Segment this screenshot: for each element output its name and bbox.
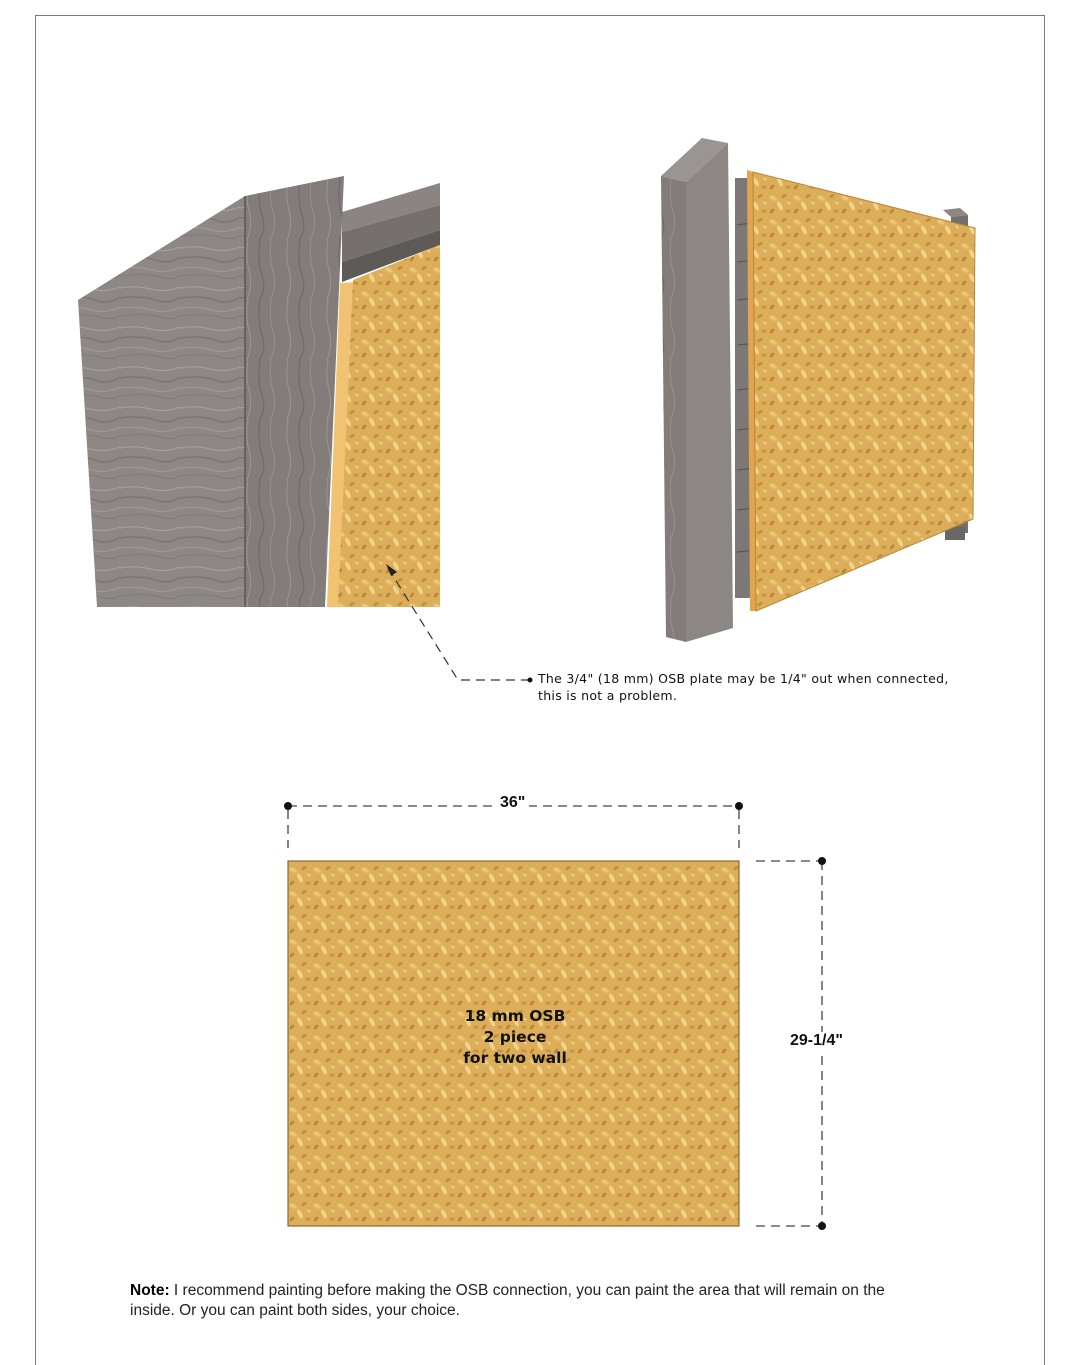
assembly-illustration [661,138,975,642]
dimension-endpoint-icon [735,802,743,810]
post-front-face [78,196,245,607]
panel-label-line-2: 2 piece [483,1028,547,1046]
note-text: I recommend painting before making the OSB connection, you can paint the area that will remain on the inside. Or you can paint both sides, your choice. [130,1282,885,1319]
post-right-face [686,143,733,642]
panel-label [415,1006,615,1069]
note [130,1281,930,1321]
bullet-icon [528,678,533,683]
callout-line-2: this is not a problem. [538,688,678,703]
height-dimension-label: 29-1/4" [786,1032,847,1050]
dimension-endpoint-icon [284,802,292,810]
closeup-illustration [78,176,533,683]
width-dimension-label: 36" [496,794,529,812]
callout-text [538,670,1008,704]
osb-panel-assembly [753,172,975,611]
callout-line-1: The 3/4" (18 mm) OSB plate may be 1/4" out when connected, [538,671,949,686]
panel-label-line-1: 18 mm OSB [464,1007,566,1025]
dimension-endpoint-icon [818,857,826,865]
note-label: Note: [130,1282,170,1299]
post-left-face [661,176,686,642]
panel-label-line-3: for two wall [463,1049,567,1067]
dimension-endpoint-icon [818,1222,826,1230]
osb-panel-closeup [338,245,440,607]
post-side-face [245,176,344,607]
